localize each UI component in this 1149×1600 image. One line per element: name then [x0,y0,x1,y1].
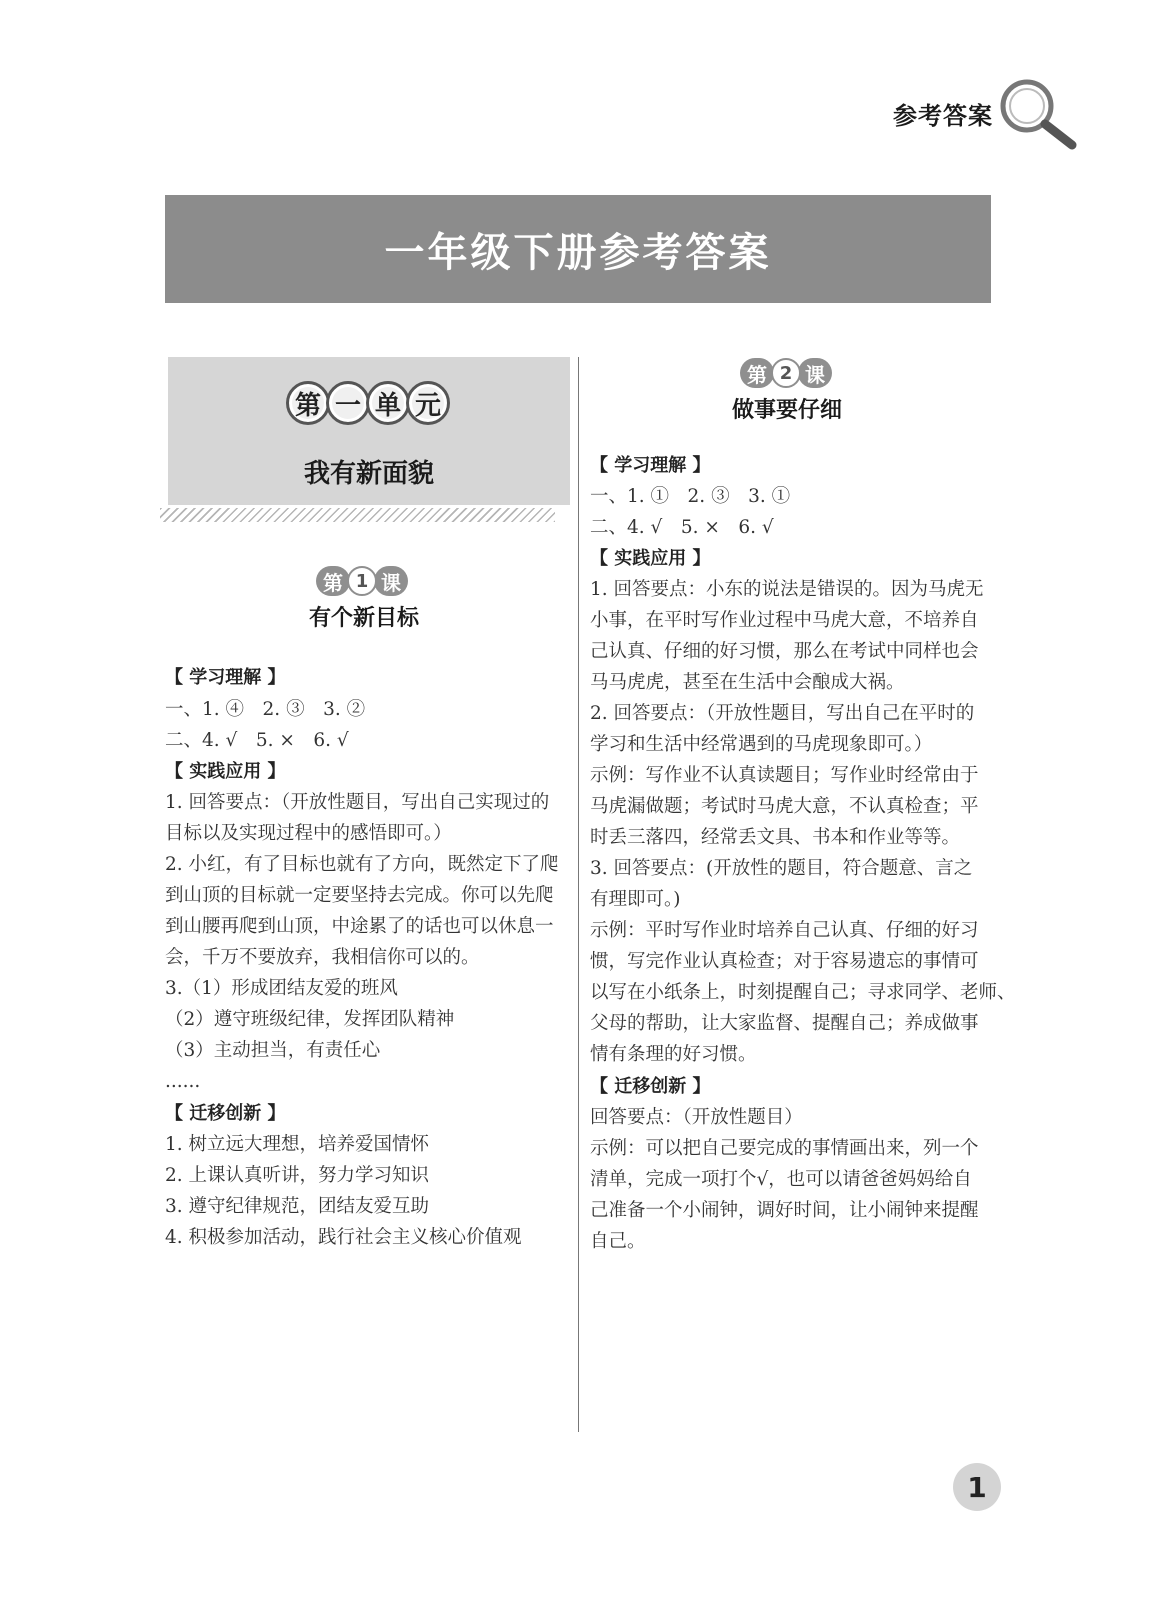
section-heading: 【 迁移创新 】 [165,1103,286,1124]
answer-line: 惯，写完作业认真检查；对于容易遗忘的事情可 [590,951,979,972]
answer-line: 学习和生活中经常遇到的马虎现象即可。） [590,734,933,755]
lesson-badge-number: 1 [347,566,377,596]
answer-line: 1. 回答要点：（开放性题目，写出自己实现过的 [165,792,550,813]
answer-line: 父母的帮助，让大家监督、提醒自己；养成做事 [590,1013,979,1034]
answer-line: 1. 回答要点：小东的说法是错误的。因为马虎无 [590,579,984,600]
column-divider [578,357,579,1432]
magnifier-icon [996,77,1078,151]
unit-badge-char: 一 [326,381,370,425]
lesson-2-title: 做事要仔细 [732,398,843,423]
answer-line: 2. 回答要点：（开放性题目，写出自己在平时的 [590,703,975,724]
lesson-1-badge [316,566,408,596]
answer-line: 到山腰再爬到山顶，中途累了的话也可以休息一 [165,916,554,937]
answer-line: （2）遵守班级纪律，发挥团队精神 [165,1009,455,1030]
section-heading: 【 实践应用 】 [590,548,711,569]
unit-subtitle: 我有新面貌 [303,459,434,489]
answer-line: 3. 回答要点：(开放性的题目，符合题意、言之 [590,858,973,879]
answer-line: 小事，在平时写作业过程中马虎大意，不培养自 [590,610,979,631]
lesson-badge-suffix: 课 [798,358,832,388]
answer-line: 时丢三落四，经常丢文具、书本和作业等等。 [590,827,961,848]
answer-line: 2. 小红，有了目标也就有了方向，既然定下了爬 [165,854,559,875]
answer-line: 示例：可以把自己要完成的事情画出来，列一个 [590,1138,979,1159]
section-heading: 【 学习理解 】 [165,667,286,688]
answer-line: 二、4. √ 5. × 6. √ [165,730,349,751]
answer-line: 示例：平时写作业时培养自己认真、仔细的好习 [590,920,979,941]
page-number: 1 [953,1463,1001,1511]
page-title: 一年级下册参考答案 [384,229,772,276]
answer-line: （3）主动担当，有责任心 [165,1040,381,1061]
answer-line: 己认真、仔细的好习惯，那么在考试中同样也会 [590,641,979,662]
answer-line: 马马虎虎，甚至在生活中会酿成大祸。 [590,672,905,693]
lesson-2-badge [740,358,832,388]
answer-line: 3.（1）形成团结友爱的班风 [165,978,398,999]
answer-line: ...... [165,1071,201,1092]
answer-line: 回答要点：（开放性题目） [590,1107,803,1128]
answer-line: 2. 上课认真听讲，努力学习知识 [165,1165,430,1186]
title-banner [165,195,991,303]
answer-line: 以写在小纸条上，时刻提醒自己；寻求同学、老师、 [590,982,1016,1003]
answer-line: 会，千万不要放弃，我相信你可以的。 [165,947,480,968]
answer-line: 示例：写作业不认真读题目；写作业时经常由于 [590,765,979,786]
unit-badges [286,381,446,425]
answer-line: 二、4. √ 5. × 6. √ [590,517,774,538]
answer-line: 清单，完成一项打个√，也可以请爸爸妈妈给自 [590,1169,972,1190]
unit-box [168,357,570,505]
answer-line: 1. 树立远大理想，培养爱国情怀 [165,1134,430,1155]
answer-line: 自己。 [590,1231,646,1252]
answer-line: 情有条理的好习惯。 [590,1044,757,1065]
section-heading: 【 迁移创新 】 [590,1076,711,1097]
answer-key-label: 参考答案 [893,102,993,130]
lesson-badge-number: 2 [771,358,801,388]
answer-line: 3. 遵守纪律规范，团结友爱互助 [165,1196,430,1217]
section-heading: 【 实践应用 】 [165,761,286,782]
answer-line: 己准备一个小闹钟，调好时间，让小闹钟来提醒 [590,1200,979,1221]
hatch-divider [160,508,555,522]
unit-badge-char: 第 [286,381,330,425]
answer-line: 有理即可。) [590,889,681,910]
unit-badge-char: 单 [366,381,410,425]
answer-line: 一、1. ① 2. ③ 3. ① [590,486,791,507]
unit-badge-char: 元 [406,381,450,425]
lesson-badge-prefix: 第 [740,358,774,388]
answer-line: 马虎漏做题；考试时马虎大意，不认真检查；平 [590,796,979,817]
lesson-1-title: 有个新目标 [309,606,420,631]
lesson-badge-prefix: 第 [316,566,350,596]
answer-line: 目标以及实现过程中的感悟即可。） [165,823,452,844]
section-heading: 【 学习理解 】 [590,455,711,476]
answer-line: 到山顶的目标就一定要坚持去完成。你可以先爬 [165,885,554,906]
answer-line: 4. 积极参加活动，践行社会主义核心价值观 [165,1227,522,1248]
lesson-badge-suffix: 课 [374,566,408,596]
answer-line: 一、1. ④ 2. ③ 3. ② [165,699,366,720]
